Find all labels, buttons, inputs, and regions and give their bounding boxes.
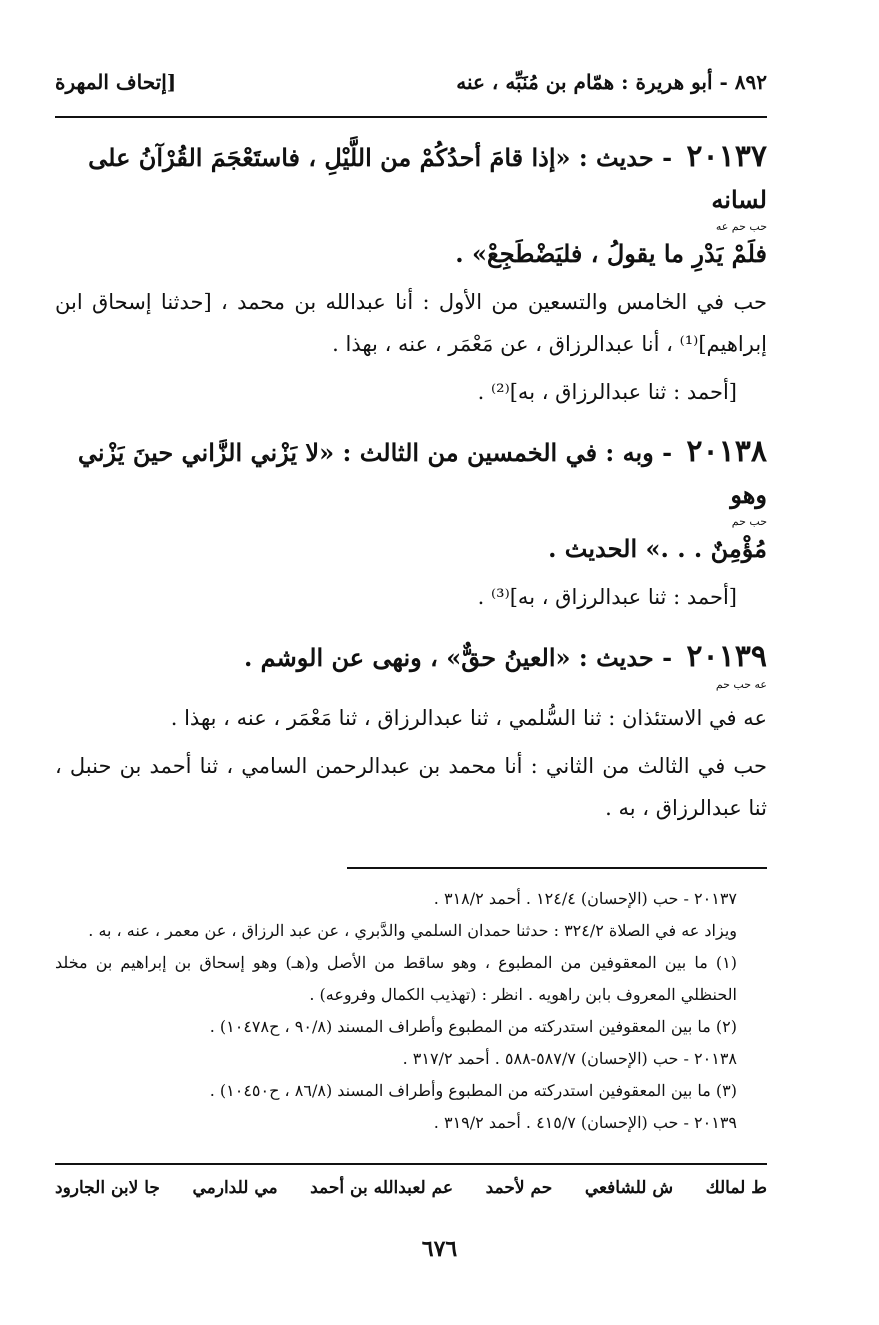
footnote: ٢٠١٣٩ - حب (الإحسان) ٤١٥/٧ . أحمد ٣١٩/٢ .: [433, 1113, 737, 1132]
hadith-text-continued: فلَمْ يَدْرِ ما يقولُ ، فليَضْطَجِعْ» .: [455, 239, 767, 268]
header-rule: [55, 116, 767, 118]
hadith-text-continued: مُؤْمِنٌ . . .» الحديث .: [548, 534, 767, 563]
footnote: (٢) ما بين المعقوفين استدركته من المطبوع وأطراف المسند (٩٠/٨ ، ح١٠٤٧٨) .: [209, 1017, 737, 1036]
running-head-left: [إتحاف المهرة: [55, 70, 177, 94]
ahmad-note: [أحمد : ثنا عبدالرزاق ، به]⁽³⁾ .: [477, 585, 737, 609]
hadith-heading: [55, 431, 767, 516]
hadith-entry: [55, 431, 767, 618]
running-head: [55, 70, 767, 116]
legend-rule: [55, 1163, 767, 1165]
legend-item: حم لأحمد: [485, 1178, 553, 1198]
legend-item: ش للشافعي: [584, 1178, 674, 1198]
hadith-entry: [55, 136, 767, 413]
hadith-text: - حديث : «إذا قامَ أحدُكُمْ من اللَّيْلِ ، فاستَعْجَمَ القُرْآنُ على لسانه: [88, 143, 767, 214]
hadith-entry: [55, 636, 767, 829]
hadith-text: - حديث : «العينُ حقٌّ» ، ونهى عن الوشم .: [243, 643, 673, 672]
hadith-text: - وبه : في الخمسين من الثالث : «لا يَزْني الزَّاني حينَ يَزْني وهو: [77, 438, 767, 509]
chain-paragraph: حب في الخامس والتسعين من الأول : أنا عبدالله بن محمد ، [حدثنا إسحاق ابن إبراهيم]⁽¹⁾ ، أنا عبدالرزاق ، عن مَعْمَر ، عنه ، بهذا .: [55, 290, 767, 356]
hadith-number: ٢٠١٣٨: [686, 434, 767, 469]
footnote: ٢٠١٣٧ - حب (الإحسان) ١٢٤/٤ . أحمد ٣١٨/٢ .: [433, 889, 737, 908]
legend-item: عم لعبدالله بن أحمد: [310, 1178, 454, 1198]
hadith-number: ٢٠١٣٩: [686, 639, 767, 674]
chain-paragraph: عه في الاستئذان : ثنا السُّلمي ، ثنا عبدالرزاق ، ثنا مَعْمَر ، عنه ، بهذا .: [170, 706, 767, 730]
hadith-heading: [55, 636, 767, 679]
ahmad-note: [أحمد : ثنا عبدالرزاق ، به]⁽²⁾ .: [477, 380, 737, 404]
page-body: [55, 70, 767, 1139]
footnote: (١) ما بين المعقوفين من المطبوع ، وهو ساقط من الأصل و(هـ) وهو إسحاق بن إبراهيم بن مخلد الحنظلي المعروف بابن راهويه . انظر : (تهذيب الكمال وفروعه) .: [55, 953, 737, 1004]
footnote-rule: [347, 867, 767, 869]
legend-item: ط لمالك: [705, 1178, 767, 1198]
legend-item: جا لابن الجارود: [55, 1178, 160, 1198]
footnote: ٢٠١٣٨ - حب (الإحسان) ٥٨٧/٧-٥٨٨ . أحمد ٣١٧/٢ .: [402, 1049, 737, 1068]
sigla-legend: [55, 1178, 767, 1198]
footnote: (٣) ما بين المعقوفين استدركته من المطبوع وأطراف المسند (٨٦/٨ ، ح١٠٤٥٠) .: [209, 1081, 737, 1100]
chain-paragraph: حب في الثالث من الثاني : أنا محمد بن عبدالرحمن السامي ، ثنا أحمد بن حنبل ، ثنا عبدالرزاق ، به .: [55, 754, 767, 820]
footnotes: [55, 883, 767, 1139]
legend-item: مي للدارمي: [192, 1178, 278, 1198]
page-number: ٦٧٦: [421, 1236, 458, 1262]
footnote: ويزاد عه في الصلاة ٣٢٤/٢ : حدثنا حمدان السلمي والدَّبري ، عن عبد الرزاق ، عن معمر ، عنه ، به .: [88, 921, 737, 940]
source-sigla: عه حب حم: [715, 678, 767, 691]
hadith-heading: [55, 136, 767, 221]
source-sigla: حب حم: [731, 515, 767, 528]
source-sigla: حب حم عه: [715, 220, 767, 233]
running-head-right: ٨٩٢ - أبو هريرة : همّام بن مُنَبِّه ، عنه: [456, 70, 767, 94]
hadith-number: ٢٠١٣٧: [686, 139, 767, 174]
